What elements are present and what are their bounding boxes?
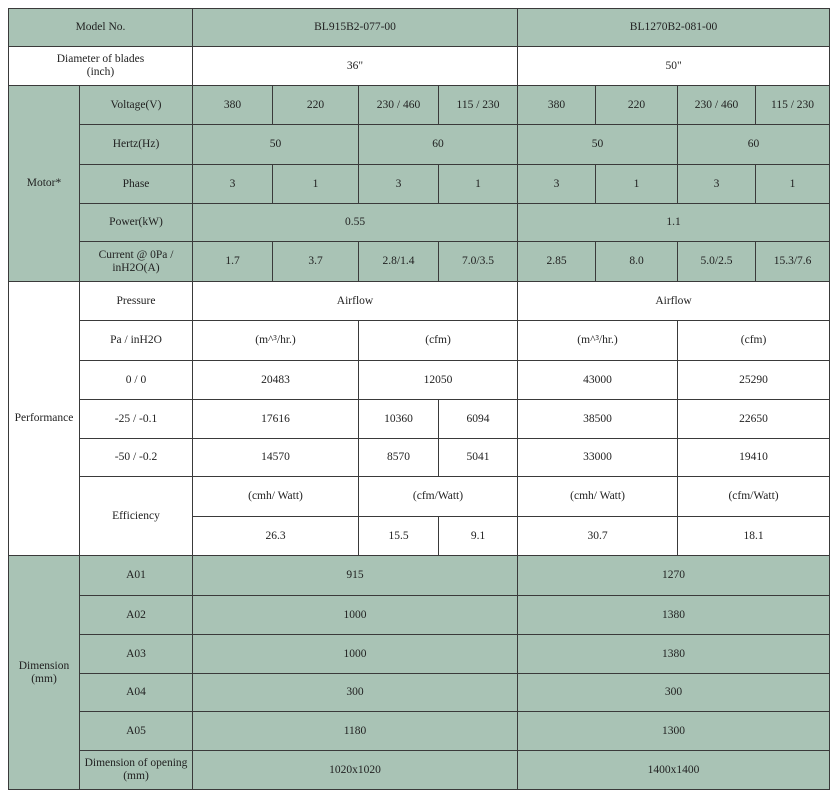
- table-cell: 8570: [359, 439, 439, 477]
- table-cell: 26.3: [193, 517, 359, 556]
- row-label: A01: [80, 556, 193, 596]
- table-cell: 1: [273, 165, 359, 204]
- row-label: Current @ 0Pa / inH2O(A): [80, 242, 193, 282]
- table-cell: 12050: [359, 361, 518, 400]
- row-label: Voltage(V): [80, 86, 193, 125]
- row-label: Phase: [80, 165, 193, 204]
- table-cell: 3: [518, 165, 596, 204]
- table-cell: 5.0/2.5: [678, 242, 756, 282]
- airflow-header: Airflow: [193, 282, 518, 321]
- pressure-row: [9, 282, 830, 321]
- table-row: [9, 712, 830, 751]
- table-cell: 60: [678, 125, 830, 165]
- model-name: BL915B2-077-00: [193, 9, 518, 47]
- row-label: Pa / inH2O: [80, 321, 193, 361]
- airflow-header: Airflow: [518, 282, 830, 321]
- unit-cell: (cfm): [678, 321, 830, 361]
- table-cell: 0.55: [193, 204, 518, 242]
- table-cell: 25290: [678, 361, 830, 400]
- table-row: [9, 674, 830, 712]
- row-label: Efficiency: [80, 477, 193, 556]
- row-label: Hertz(Hz): [80, 125, 193, 165]
- row-label: Power(kW): [80, 204, 193, 242]
- table-cell: 22650: [678, 400, 830, 439]
- row-label: -50 / -0.2: [80, 439, 193, 477]
- table-cell: 1.1: [518, 204, 830, 242]
- table-cell: 60: [359, 125, 518, 165]
- unit-cell: (m^³/hr.): [518, 321, 678, 361]
- row-label: A03: [80, 635, 193, 674]
- table-row: [9, 556, 830, 596]
- table-cell: 1: [596, 165, 678, 204]
- efficiency-units-row: [9, 477, 830, 517]
- table-cell: 3: [359, 165, 439, 204]
- diameter-label: Diameter of blades (inch): [9, 47, 193, 86]
- table-cell: 230 / 460: [678, 86, 756, 125]
- diameter-value: 36": [193, 47, 518, 86]
- table-cell: 30.7: [518, 517, 678, 556]
- diameter-row: [9, 47, 830, 86]
- current-row: [9, 242, 830, 282]
- table-cell: 1.7: [193, 242, 273, 282]
- table-cell: 220: [273, 86, 359, 125]
- voltage-row: [9, 86, 830, 125]
- table-cell: 915: [193, 556, 518, 596]
- row-label: A05: [80, 712, 193, 751]
- phase-row: [9, 165, 830, 204]
- table-cell: 1400x1400: [518, 751, 830, 790]
- table-cell: 43000: [518, 361, 678, 400]
- table-cell: 1380: [518, 635, 830, 674]
- table-cell: 380: [193, 86, 273, 125]
- opening-row: [9, 751, 830, 790]
- table-cell: 1000: [193, 635, 518, 674]
- table-cell: 3: [678, 165, 756, 204]
- performance-section-label: Performance: [9, 282, 80, 556]
- unit-cell: (cfm/Watt): [678, 477, 830, 517]
- diameter-value: 50": [518, 47, 830, 86]
- unit-cell: (cmh/ Watt): [193, 477, 359, 517]
- table-row: [9, 400, 830, 439]
- table-cell: 38500: [518, 400, 678, 439]
- table-row: [9, 635, 830, 674]
- table-cell: 115 / 230: [756, 86, 830, 125]
- dimension-section-label: Dimension (mm): [9, 556, 80, 790]
- row-label: -25 / -0.1: [80, 400, 193, 439]
- table-cell: 1380: [518, 596, 830, 635]
- table-cell: 3.7: [273, 242, 359, 282]
- unit-cell: (cmh/ Watt): [518, 477, 678, 517]
- spec-table: [8, 8, 830, 790]
- table-cell: 115 / 230: [439, 86, 518, 125]
- row-label: Pressure: [80, 282, 193, 321]
- hertz-row: [9, 125, 830, 165]
- table-cell: 2.85: [518, 242, 596, 282]
- table-cell: 300: [518, 674, 830, 712]
- table-cell: 1300: [518, 712, 830, 751]
- unit-cell: (cfm/Watt): [359, 477, 518, 517]
- table-cell: 1270: [518, 556, 830, 596]
- row-label: Dimension of opening (mm): [80, 751, 193, 790]
- table-cell: 50: [193, 125, 359, 165]
- table-row: [9, 439, 830, 477]
- power-row: [9, 204, 830, 242]
- table-cell: 15.3/7.6: [756, 242, 830, 282]
- unit-cell: (cfm): [359, 321, 518, 361]
- table-cell: 300: [193, 674, 518, 712]
- model-row: [9, 9, 830, 47]
- table-row: [9, 596, 830, 635]
- table-cell: 20483: [193, 361, 359, 400]
- motor-section-label: Motor*: [9, 86, 80, 282]
- row-label: 0 / 0: [80, 361, 193, 400]
- table-cell: 9.1: [439, 517, 518, 556]
- table-cell: 2.8/1.4: [359, 242, 439, 282]
- table-cell: 220: [596, 86, 678, 125]
- row-label: A04: [80, 674, 193, 712]
- table-cell: 1: [756, 165, 830, 204]
- units-row: [9, 321, 830, 361]
- unit-cell: (m^³/hr.): [193, 321, 359, 361]
- table-cell: 14570: [193, 439, 359, 477]
- table-cell: 1: [439, 165, 518, 204]
- table-cell: 33000: [518, 439, 678, 477]
- row-label: A02: [80, 596, 193, 635]
- table-cell: 10360: [359, 400, 439, 439]
- table-cell: 50: [518, 125, 678, 165]
- model-name: BL1270B2-081-00: [518, 9, 830, 47]
- table-cell: 380: [518, 86, 596, 125]
- table-cell: 7.0/3.5: [439, 242, 518, 282]
- table-cell: 1020x1020: [193, 751, 518, 790]
- table-cell: 3: [193, 165, 273, 204]
- table-cell: 230 / 460: [359, 86, 439, 125]
- table-row: [9, 361, 830, 400]
- table-cell: 19410: [678, 439, 830, 477]
- table-cell: 8.0: [596, 242, 678, 282]
- table-cell: 6094: [439, 400, 518, 439]
- table-cell: 18.1: [678, 517, 830, 556]
- table-cell: 5041: [439, 439, 518, 477]
- model-label: Model No.: [9, 9, 193, 47]
- table-cell: 1180: [193, 712, 518, 751]
- table-cell: 1000: [193, 596, 518, 635]
- table-cell: 15.5: [359, 517, 439, 556]
- table-cell: 17616: [193, 400, 359, 439]
